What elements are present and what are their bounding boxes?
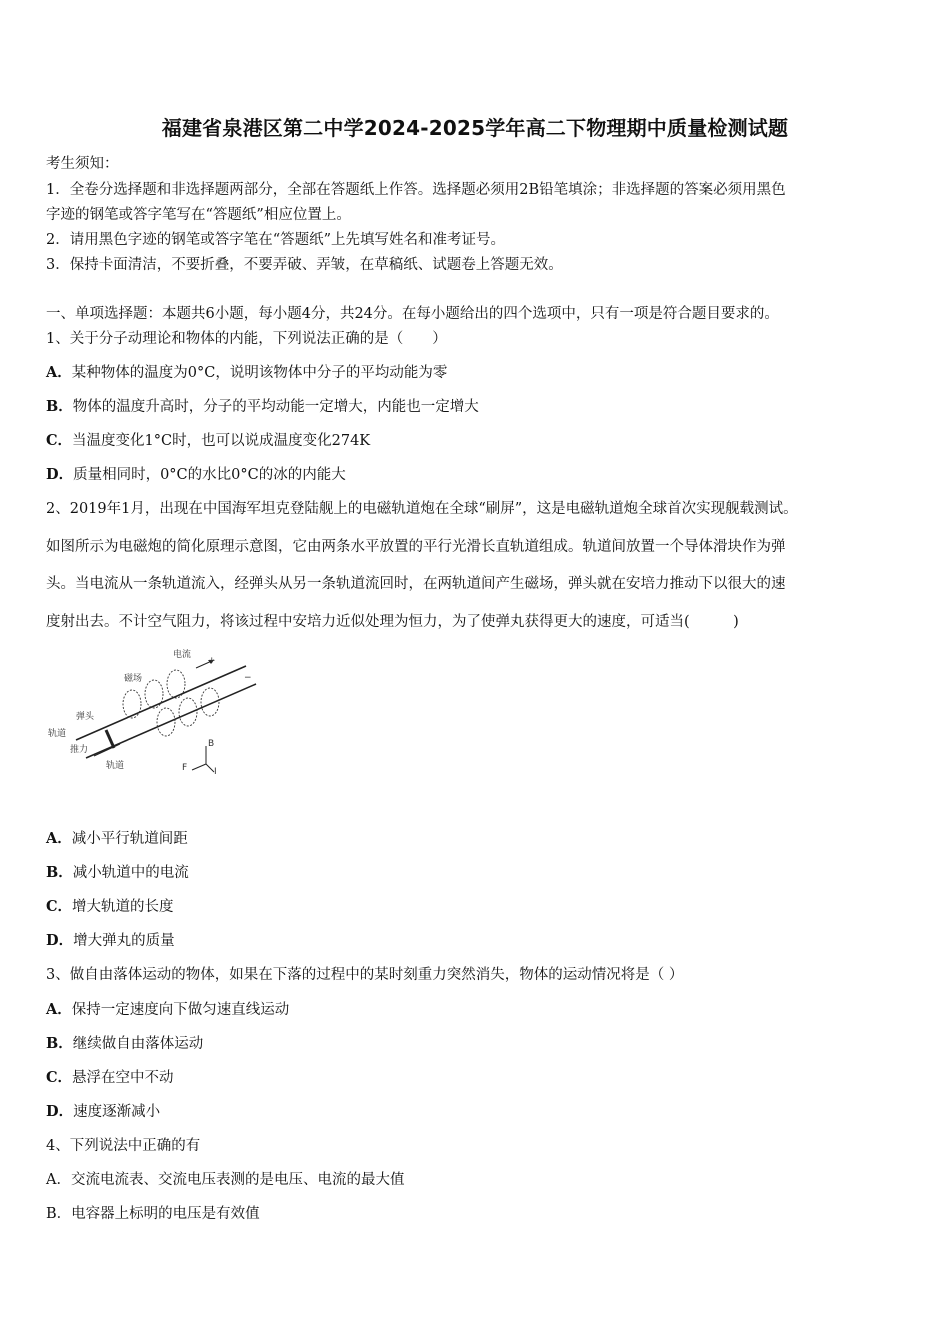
option-label: B． [46,864,73,881]
section-heading: 一、单项选择题：本题共6小题，每小题4分，共24分。在每小题给出的四个选项中，只有一项是符合题目要求的。 [46,306,779,322]
option-text: 增大弹丸的质量 [73,933,175,949]
option-item [46,1168,404,1189]
label-rail-bottom: 轨道 [106,761,125,771]
option-label: C． [46,432,73,449]
question-stem: 1、关于分子动理论和物体的内能，下列说法正确的是（ ） [46,331,447,347]
option-text: 当温度变化1°C时，也可以说成温度变化274K [72,433,371,449]
option-label: B． [46,1206,72,1222]
question-stem: 2、2019年1月，出现在中国海军坦克登陆舰上的电磁轨道炮在全球“刷屏”，这是电磁轨道炮全球首次实现舰载测试。 [46,501,798,517]
option-text: 继续做自由落体运动 [72,1036,204,1052]
option-label: A． [46,364,72,381]
option-item [46,929,175,950]
option-item [46,827,188,848]
option-label: C． [46,1069,73,1086]
option-item [46,463,346,484]
option-label: D． [46,466,74,483]
option-text: 某种物体的温度为0°C，说明该物体中分子的平均动能为零 [71,365,448,381]
label-plus: + [208,656,216,666]
notice-item: 字迹的钢笔或答字笔写在“答题纸”相应位置上。 [46,207,351,223]
option-text: 减小平行轨道间距 [71,831,188,847]
label-current: 电流 [173,650,192,660]
axis-i [206,764,214,772]
label-f: F [182,763,188,773]
option-text: 交流电流表、交流电压表测的是电压、电流的最大值 [70,1172,405,1188]
option-label: B． [46,398,73,415]
option-item [46,361,447,382]
axis-f [192,764,206,770]
question-stem: 如图所示为电磁炮的简化原理示意图，它由两条水平放置的平行光滑长直轨道组成。轨道间放置一个导体滑块作为弹 [46,539,786,555]
label-b: B [208,739,215,749]
label-minus: − [244,673,252,683]
option-label: B． [46,1035,73,1052]
label-field: 磁场 [124,674,143,684]
option-label: A． [46,1172,71,1188]
option-item [46,998,289,1019]
projectile [106,730,114,748]
option-text: 保持一定速度向下做匀速直线运动 [71,1002,290,1018]
thrust-arrow [94,744,120,756]
notice-heading: 考生须知： [46,156,119,172]
question-stem: 度射出去。不计空气阻力，将该过程中安培力近似处理为恒力，为了使弹丸获得更大的速度，可适当( ) [46,614,739,630]
option-text: 减小轨道中的电流 [72,865,189,881]
rail-top [76,666,246,740]
rail-bottom [86,684,256,758]
option-label: D． [46,1103,74,1120]
option-text: 质量相同时，0°C的水比0°C的冰的内能大 [73,467,346,483]
question-stem: 3、做自由落体运动的物体，如果在下落的过程中的某时刻重力突然消失，物体的运动情况将是（ ） [46,967,684,983]
notice-item: 1．全卷分选择题和非选择题两部分，全部在答题纸上作答。选择题必须用2B铅笔填涂；非选择题的答案必须用黑色 [46,182,786,198]
option-item [46,1202,260,1223]
notice-item: 2．请用黑色字迹的钢笔或答字笔在“答题纸”上先填写姓名和准考证号。 [46,232,506,248]
question-stem: 4、下列说法中正确的有 [46,1138,201,1154]
option-text: 电容器上标明的电压是有效值 [71,1206,260,1222]
option-item [46,861,189,882]
option-item [46,1066,174,1087]
option-text: 增大轨道的长度 [72,899,174,915]
option-item [46,1100,160,1121]
option-text: 物体的温度升高时，分子的平均动能一定增大，内能也一定增大 [72,399,479,415]
notice-item: 3．保持卡面清洁，不要折叠，不要弄破、弄皱，在草稿纸、试题卷上答题无效。 [46,257,563,273]
label-i: I [214,767,217,777]
option-text: 悬浮在空中不动 [72,1070,174,1086]
option-item [46,395,479,416]
page-title: 福建省泉港区第二中学2024-2025学年高二下物理期中质量检测试题 [161,116,789,140]
option-item [46,429,370,450]
option-label: A． [46,830,72,847]
label-thrust: 推力 [70,745,89,755]
option-label: A． [46,1001,72,1018]
option-label: D． [46,932,74,949]
label-projectile: 弹头 [76,712,95,722]
option-text: 速度逐渐减小 [73,1104,161,1120]
option-item [46,1032,203,1053]
option-label: C． [46,898,73,915]
question-stem: 头。当电流从一条轨道流入，经弹头从另一条轨道流回时，在两轨道间产生磁场，弹头就在安培力推动下以很大的速 [46,576,786,592]
label-rail-left: 轨道 [48,729,67,739]
railgun-diagram [46,644,266,780]
option-item [46,895,174,916]
